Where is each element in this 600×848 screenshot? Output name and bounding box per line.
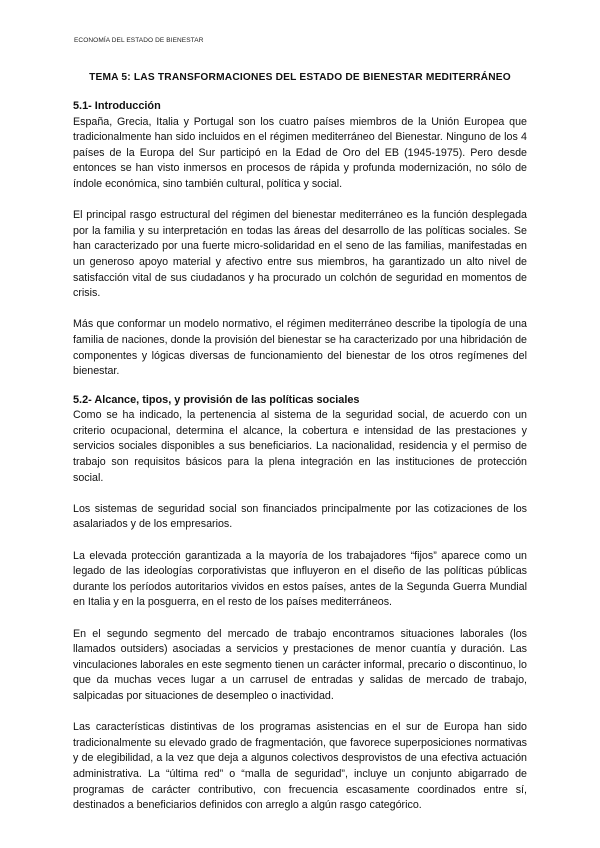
- section-heading: 5.2- Alcance, tipos, y provisión de las políticas sociales: [73, 393, 360, 406]
- paragraph: La elevada protección garantizada a la mayoría de los trabajadores “fijos” aparece como un legado de las ideologías corporativistas que influyeron en el diseño de las políticas públicas durante los períodos autoritarios vividos en estos países, antes de la Segunda Guerra Mundial en Italia y en la posguerra, en el resto de los países mediterráneos.: [73, 549, 527, 609]
- paragraph: Los sistemas de seguridad social son financiados principalmente por las cotizaciones de los asalariados y de los empresarios.: [73, 502, 527, 531]
- running-header: ECONOMÍA DEL ESTADO DE BIENESTAR: [74, 37, 204, 44]
- section-introduccion: [73, 99, 527, 380]
- paragraph: España, Grecia, Italia y Portugal son los cuatro países miembros de la Unión Europea que tradicionalmente han sido incluidos en el régimen mediterráneo del Bienestar. Ninguno de los 4 países de la Europa del Sur participó en la Edad de Oro del EB (1945-1975). Pero desde entonces se han visto inmersos en procesos de rápida y profunda modernización, no sólo de índole económica, sino también cultural, política y social.: [73, 115, 527, 190]
- paragraph: Más que conformar un modelo normativo, el régimen mediterráneo describe la tipología de una familia de naciones, donde la provisión del bienestar se ha caracterizado por una hibridación de componentes y lógicas diversas de funcionamiento del bienestar de los otros regímenes del bienestar.: [73, 318, 527, 378]
- paragraph: El principal rasgo estructural del régimen del bienestar mediterráneo es la función desplegada por la familia y su interpretación en todas las áreas del desarrollo de las políticas sociales. Se han caracterizado por una fuerte micro-solidaridad en el seno de las familias, manifestadas en un generoso apoyo material y afectivo entre sus miembros, ha garantizado un alto nivel de satisfacción vital de sus ciudadanos y ha procurado un colchón de seguridad en momentos de crisis.: [73, 209, 527, 300]
- section-alcance: [73, 393, 527, 814]
- paragraph: Las características distintivas de los programas asistencias en el sur de Europa han sido tradicionalmente su elevado grado de fragmentación, que favorece superposiciones normativas y de elegibilidad, a la vez que deja a algunos colectivos desprovistos de una efectiva actuación administrativa. La “última red” o “malla de seguridad”, incluye un conjunto abigarrado de programas de carácter contributivo, con frecuencia escasamente coordinados entre sí, destinados a beneficiarios definidos con arreglo a algún rasgo categórico.: [73, 721, 527, 812]
- paragraph: Como se ha indicado, la pertenencia al sistema de la seguridad social, de acuerdo con un criterio ocupacional, determina el alcance, la cobertura e intensidad de las prestaciones y servicios sociales disponibles a sus beneficiarios. La nacionalidad, residencia y el permiso de trabajo son requisitos básicos para la plena integración en las instituciones de protección social.: [73, 409, 527, 484]
- document-body: [73, 99, 527, 814]
- section-heading: 5.1- Introducción: [73, 100, 161, 112]
- paragraph: En el segundo segmento del mercado de trabajo encontramos situaciones laborales (los llamados outsiders) asociadas a servicios y prestaciones de menor cuantía y duración. Las vinculaciones laborales en este segmento tienen un carácter informal, precario o discontinuo, lo que da muchas veces lugar a un carrusel de entradas y salidas de mercado de trabajo, salpicadas por situaciones de desempleo o inactividad.: [73, 627, 527, 702]
- document-title: TEMA 5: LAS TRANSFORMACIONES DEL ESTADO DE BIENESTAR MEDITERRÁNEO: [89, 72, 511, 83]
